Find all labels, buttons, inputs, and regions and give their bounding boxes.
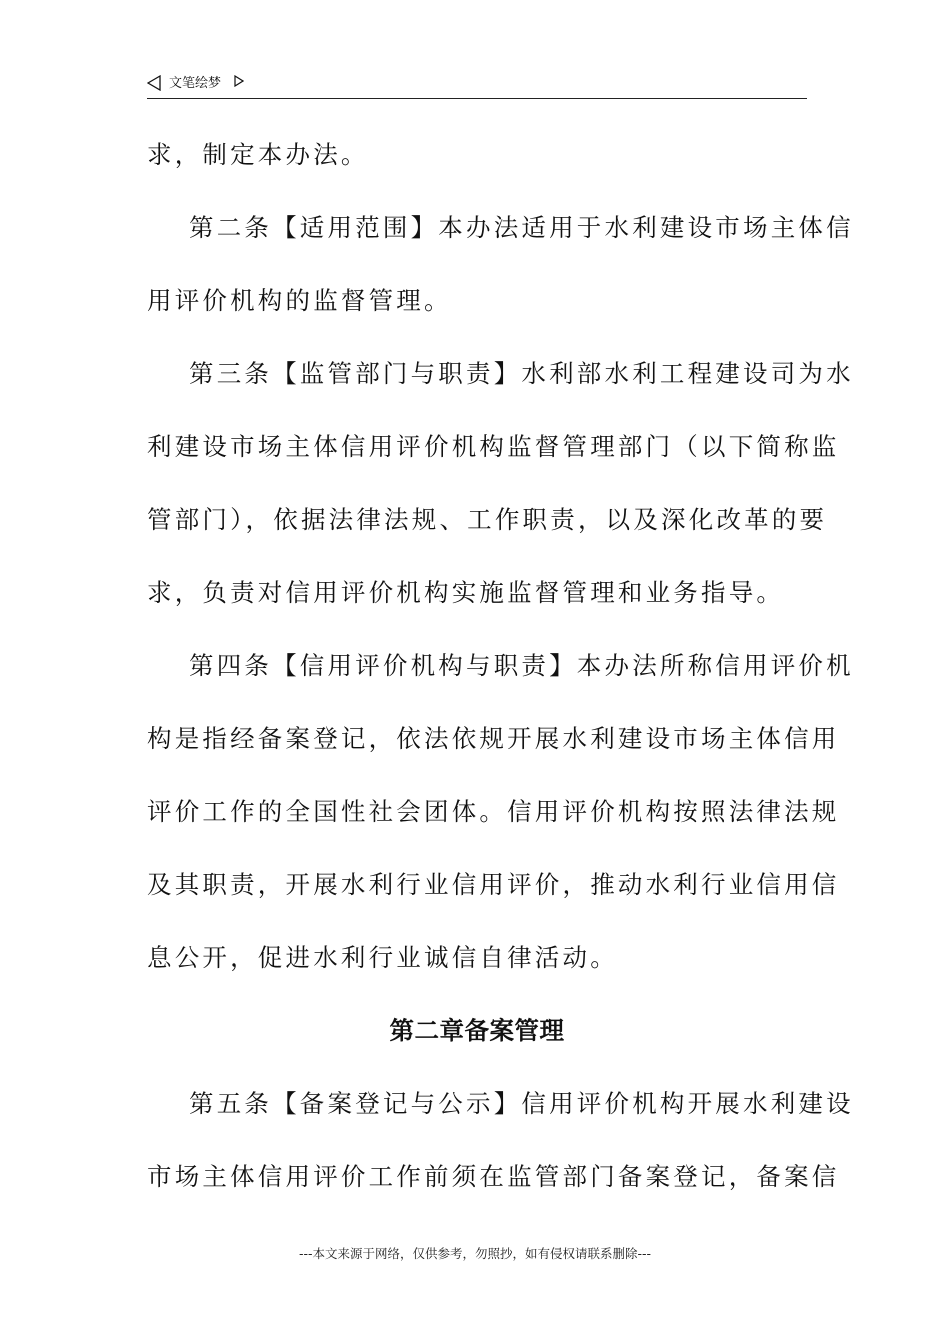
body-line: 构是指经备案登记，依法依规开展水利建设市场主体信用 [147, 724, 840, 753]
triangle-right-icon [234, 75, 244, 87]
article-4-line: 第四条【信用评价机构与职责】本办法所称信用评价机 [189, 651, 854, 680]
document-body [147, 118, 854, 1213]
body-line: 求，制定本办法。 [147, 140, 369, 169]
body-line: 及其职责，开展水利行业信用评价，推动水利行业信用信 [147, 870, 840, 899]
article-3-line: 第三条【监管部门与职责】水利部水利工程建设司为水 [189, 359, 854, 388]
body-line: 市场主体信用评价工作前须在监管部门备案登记，备案信 [147, 1162, 840, 1191]
article-2-line: 第二条【适用范围】本办法适用于水利建设市场主体信 [189, 213, 854, 242]
article-5-line: 第五条【备案登记与公示】信用评价机构开展水利建设 [189, 1089, 854, 1118]
body-line: 评价工作的全国性社会团体。信用评价机构按照法律法规 [147, 797, 840, 826]
body-line: 管部门），依据法律法规、工作职责，以及深化改革的要 [147, 505, 828, 534]
body-line: 利建设市场主体信用评价机构监督管理部门（以下简称监 [147, 432, 840, 461]
header-brand: 文笔绘梦 [169, 76, 222, 91]
body-line: 息公开，促进水利行业诚信自律活动。 [147, 943, 618, 972]
page-header [147, 72, 807, 99]
body-line: 求，负责对信用评价机构实施监督管理和业务指导。 [147, 578, 785, 607]
triangle-left-icon [147, 75, 161, 91]
footer-notice: ---本文来源于网络，仅供参考，勿照抄，如有侵权请联系删除--- [298, 1246, 652, 1261]
body-line: 用评价机构的监督管理。 [147, 286, 452, 315]
chapter-title: 第二章备案管理 [389, 1016, 565, 1045]
